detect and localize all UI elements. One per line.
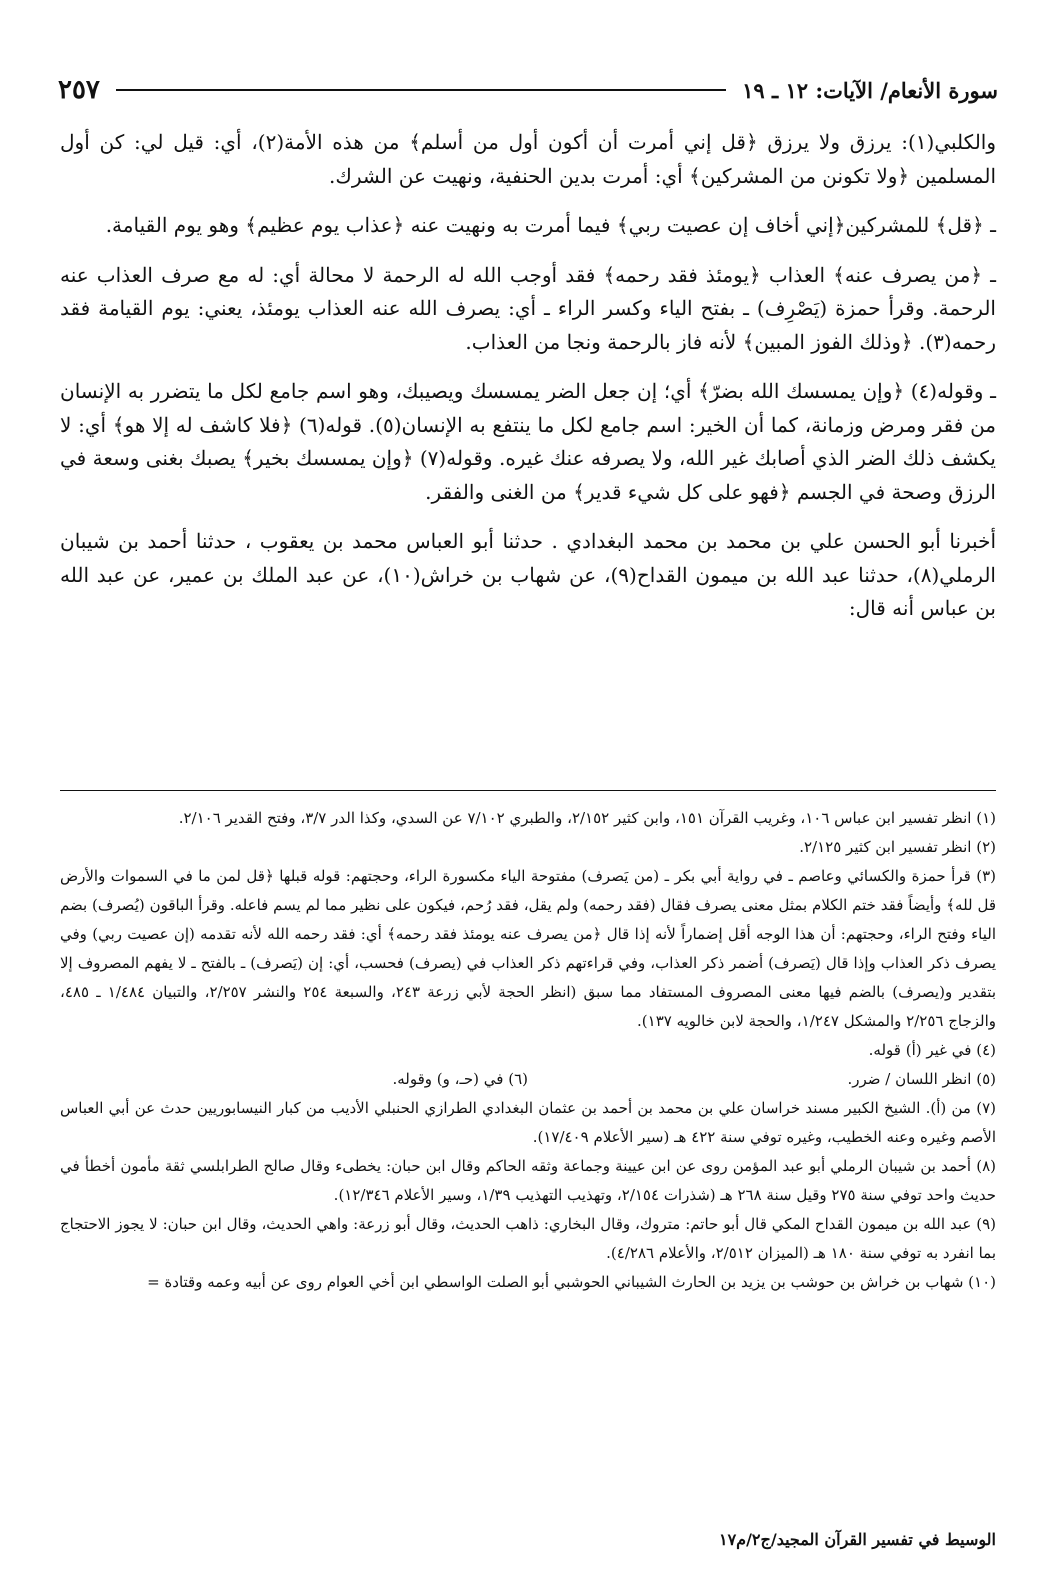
- surah-title: سورة الأنعام/ الآيات: ١٢ ـ ١٩: [742, 77, 998, 103]
- paragraph: والكلبي(١): يرزق ولا يرزق ﴿قل إني أمرت أن أكون أول من أسلم﴾ من هذه الأمة(٢)، أي: قيل لي: كن أول المسلمين ﴿ولا تكونن من المشركين﴾ أي: أمرت بدين الحنفية، ونهيت عن الشرك.: [60, 130, 997, 188]
- page-number: ٢٥٧: [58, 75, 100, 105]
- footnotes: [60, 804, 996, 1297]
- footnote: (١٠) شهاب بن خراش بن حوشب بن يزيد بن الحارث الشيباني الحوشبي أبو الصلت الواسطي ابن أخي العوام روى عن أبيه وعمه وقتادة =: [147, 1273, 996, 1291]
- footnote: (٦) في (حـ، و) وقوله.: [392, 1070, 528, 1088]
- footnote: (٢) انظر تفسير ابن كثير ٢/١٢٥.: [799, 838, 996, 856]
- footnote-row: [60, 1065, 996, 1094]
- footnote-separator: [60, 790, 996, 791]
- page-header: [58, 72, 998, 108]
- paragraph: ـ ﴿قل﴾ للمشركين﴿إني أخاف إن عصيت ربي﴾ فيما أمرت به ونهيت عنه ﴿عذاب يوم عظيم﴾ وهو يوم القيامة.: [105, 213, 996, 237]
- paragraph: ـ ﴿من يصرف عنه﴾ العذاب ﴿يومئذ فقد رحمه﴾ فقد أوجب الله له الرحمة لا محالة أي: له مع صرف العذاب عنه الرحمة. وقرأ حمزة (يَصْرِف) ـ بفتح الياء وكسر الراء ـ أي: يصرف الله عنه العذاب يومئذ، يعني: يوم القيامة فقد رحمه(٣). ﴿وذلك الفوز المبين﴾ لأنه فاز بالرحمة ونجا من العذاب.: [60, 262, 996, 354]
- footnote: (٨) أحمد بن شيبان الرملي أبو عبد المؤمن روى عن ابن عيينة وجماعة وثقه الحاكم وقال ابن حبان: يخطىء وقال صالح الطرابلسي ثقة مأمون أخطأ في حديث واحد توفي سنة ٢٧٥ وقيل سنة ٢٦٨ هـ (شذرات ٢/١٥٤، وتهذيب التهذيب ١/٣٩، وسير الأعلام ١٢/٣٤٦).: [60, 1157, 996, 1204]
- footnote: (٣) قرأ حمزة والكسائي وعاصم ـ في رواية أبي بكر ـ (من يَصرف) مفتوحة الياء مكسورة الراء، وحجتهم: قوله قبلها ﴿قل لمن ما في السموات والأرض قل لله﴾ وأيضاً فقد ختم الكلام بمثل معنى يصرف فقال (فقد رحمه) ولم يقل، فقد رُحم، فيكون على نظير مما لم يسم فاعله. وقرأ الباقون (يُصرف) بضم الياء وفتح الراء، وحجتهم: أن هذا الوجه أقل إضماراً لأنه إذا قال ﴿من يصرف عنه يومئذ فقد رحمه﴾ أي: فقد رحمه الله لأنه تقدمه (إن عصيت ربي) وفي يصرف ذكر العذاب وإذا قال (يَصرف) أضمر ذكر العذاب، وفي قراءتهم ذكر العذاب في (يصرف) فحسب، أي: إن (يَصرف) ـ بالفتح ـ لا يفهم المصروف إلا بتقدير و(يصرف) بالضم فيها معنى المصروف المستفاد مما سبق (انظر الحجة لأبي زرعة ٢٤٣، والسبعة ٢٥٤ والنشر ٢/٢٥٧، والتبيان ١/٤٨٤ ـ ٤٨٥، والزجاج ٢/٢٥٦ والمشكل ١/٢٤٧، والحجة لابن خالويه ١٣٧).: [60, 867, 996, 1030]
- footnote: (١) انظر تفسير ابن عباس ١٠٦، وغريب القرآن ١٥١، وابن كثير ٢/١٥٢، والطبري ٧/١٠٢ عن السدي، وكذا الدر ٣/٧، وفتح القدير ٢/١٠٦.: [178, 809, 996, 827]
- header-rule: [116, 89, 726, 91]
- footnote: (٩) عبد الله بن ميمون القداح المكي قال أبو حاتم: متروك، وقال البخاري: ذاهب الحديث، وقال أبو زرعة: واهي الحديث، وقال ابن حبان: لا يجوز الاحتجاج بما انفرد به توفي سنة ١٨٠ هـ (الميزان ٢/٥١٢، والأعلام ٤/٢٨٦).: [60, 1215, 996, 1262]
- footnote: (٤) في غير (أ) قوله.: [868, 1041, 996, 1059]
- paragraph: ـ وقوله(٤) ﴿وإن يمسسك الله بضرّ﴾ أي؛ إن جعل الضر يمسسك ويصيبك، وهو اسم جامع لكل ما يتضرر به الإنسان من فقر ومرض وزمانة، كما أن الخير: اسم جامع لكل ما ينتفع به الإنسان(٥). قوله(٦) ﴿فلا كاشف له إلا هو﴾ أي: لا يكشف ذلك الضر الذي أصابك غير الله، ولا يصرفه عنك غيره. وقوله(٧) ﴿وإن يمسسك بخير﴾ يصبك بغنى وسعة في الرزق وصحة في الجسم ﴿فهو على كل شيء قدير﴾ من الغنى والفقر.: [60, 379, 997, 504]
- footnote: (٥) انظر اللسان / ضرر.: [847, 1070, 996, 1088]
- paragraph: أخبرنا أبو الحسن علي بن محمد بن محمد البغدادي . حدثنا أبو العباس محمد بن يعقوب ، حدثنا أحمد بن شيبان الرملي(٨)، حدثنا عبد الله بن ميمون القداح(٩)، عن شهاب بن خراش(١٠)، عن عبد الملك بن عمير، عن عبد الله بن عباس أنه قال:: [60, 529, 996, 620]
- footnote: (٧) من (أ). الشيخ الكبير مسند خراسان علي بن محمد بن أحمد بن عثمان البغدادي الطرازي الحنبلي الأديب من كبار النيسابوريين حدث عن أبي العباس الأصم وغيره وعنه الخطيب، وغيره توفي سنة ٤٢٢ هـ (سير الأعلام ١٧/٤٠٩).: [60, 1099, 996, 1146]
- main-text: [60, 126, 996, 642]
- book-signature: الوسيط في تفسير القرآن المجيد/ج٢/م١٧: [718, 1530, 996, 1549]
